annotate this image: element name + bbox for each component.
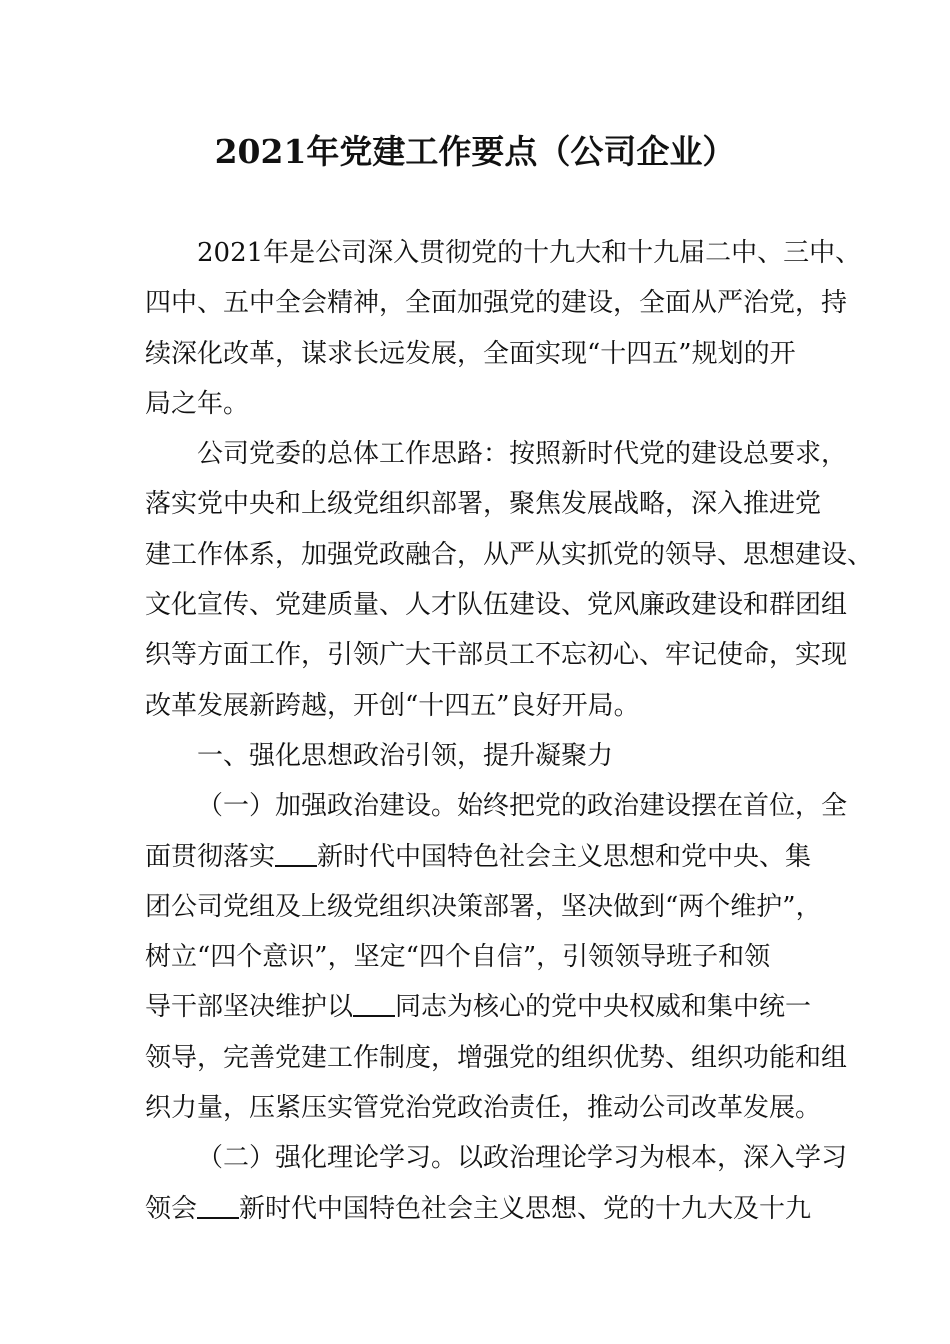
text-segment: 新时代中国特色社会主义思想、党的十九大及十九 [239,1193,812,1224]
paragraph-3-line-2 [145,832,825,882]
paragraph-3-line-5 [145,982,825,1032]
paragraph-2-line-2: 落实党中央和上级党组织部署，聚焦发展战略，深入推进党 [145,489,822,520]
text-segment: 导干部坚决维护以 [145,992,354,1023]
document-title: 2021年党建工作要点（公司企业） [214,132,736,171]
section-heading-1: 一、强化思想政治引领，提升凝聚力 [197,740,614,771]
paragraph-1-line-2: 四中、五中全会精神，全面加强党的建设，全面从严治党，持 [145,288,848,319]
paragraph-2-line-5: 织等方面工作，引领广大干部员工不忘初心、牢记使命，实现 [145,640,848,671]
paragraph-2-line-3: 建工作体系，加强党政融合，从严从实抓党的领导、思想建设、 [145,539,874,570]
paragraph-4-line-2 [145,1184,825,1234]
blank-underline [353,991,395,1017]
paragraph-3-line-4: 树立“四个意识”，坚定“四个自信”，引领领导班子和领 [145,942,771,973]
paragraph-2-line-6: 改革发展新跨越，开创“十四五”良好开局。 [145,690,640,721]
document-body [145,228,874,1234]
paragraph-1-line-4: 局之年。 [145,388,250,419]
paragraph-3-line-1: （一）加强政治建设。始终把党的政治建设摆在首位，全 [197,791,848,822]
paragraph-2-line-4: 文化宣传、党建质量、人才队伍建设、党风廉政建设和群团组 [145,590,848,621]
blank-underline [275,841,317,867]
paragraph-1-line-3: 续深化改革，谋求长远发展，全面实现“十四五”规划的开 [145,338,796,369]
text-segment: 领会 [145,1193,198,1224]
paragraph-3-line-7: 织力量，压紧压实管党治党政治责任，推动公司改革发展。 [145,1093,822,1124]
text-segment: 同志为核心的党中央权威和集中统一 [395,992,812,1023]
paragraph-3-line-6: 领导，完善党建工作制度，增强党的组织优势、组织功能和组 [145,1042,848,1073]
paragraph-1-line-1: 2021年是公司深入贯彻党的十九大和十九届二中、三中、 [197,238,862,268]
blank-underline [197,1193,239,1219]
text-segment: 新时代中国特色社会主义思想和党中央、集 [317,841,812,872]
paragraph-2-line-1: 公司党委的总体工作思路：按照新时代党的建设总要求， [197,439,848,470]
paragraph-4-line-1: （二）强化理论学习。以政治理论学习为根本，深入学习 [197,1143,848,1174]
paragraph-3-line-3: 团公司党组及上级党组织决策部署，坚决做到“两个维护”， [145,891,822,922]
text-segment: 面贯彻落实 [145,841,276,872]
